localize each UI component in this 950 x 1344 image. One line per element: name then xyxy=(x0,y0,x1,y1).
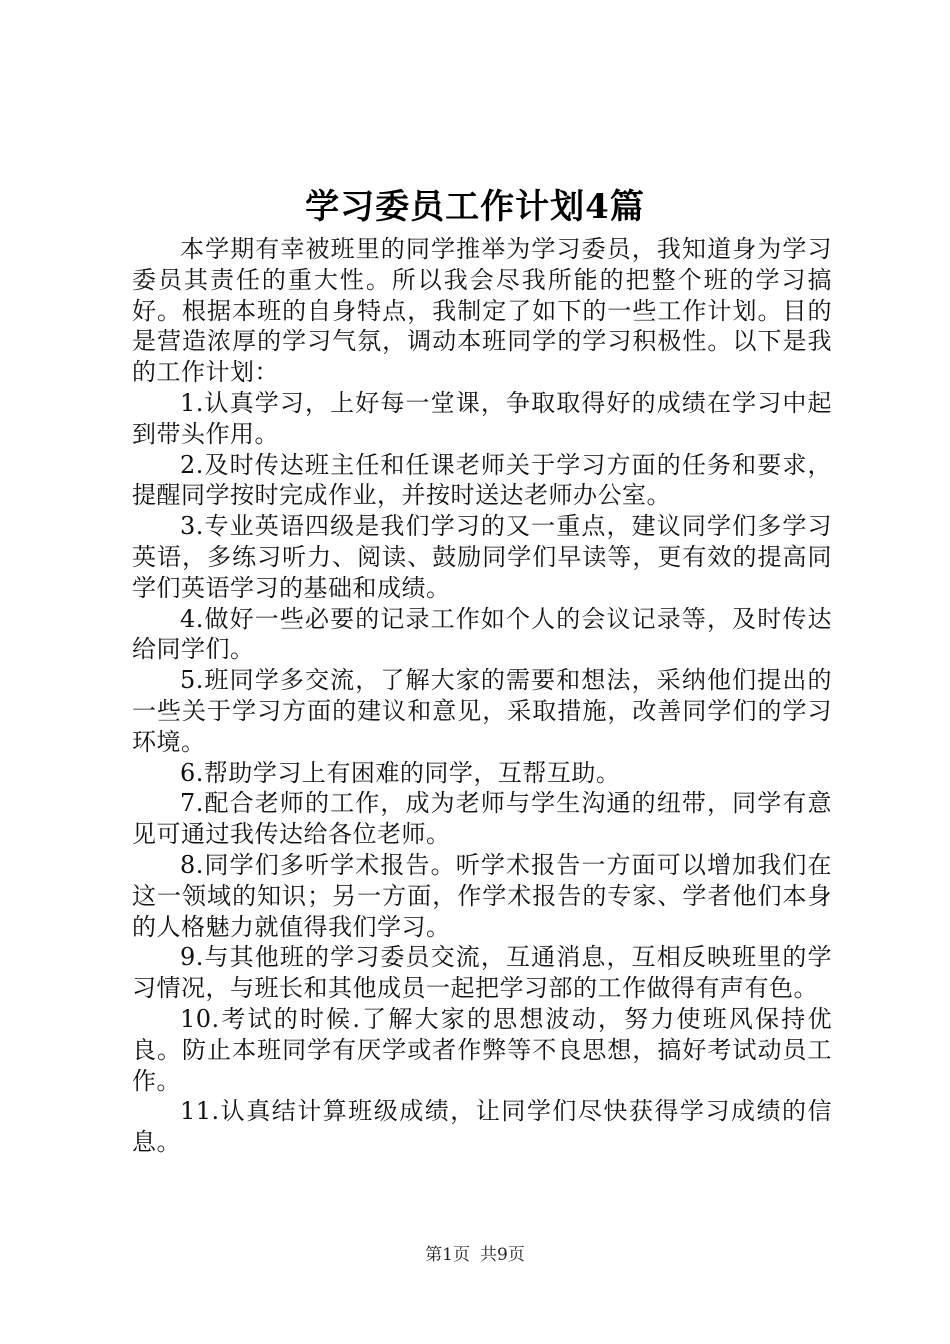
document-title: 学习委员工作计划4篇 xyxy=(305,187,645,227)
plan-item-11: 11.认真结计算班级成绩，让同学们尽快获得学习成绩的信息。 xyxy=(132,1097,832,1157)
plan-item-4: 4.做好一些必要的记录工作如个人的会议记录等，及时传达给同学们。 xyxy=(132,604,832,664)
plan-item-3: 3.专业英语四级是我们学习的又一重点，建议同学们多学习英语，多练习听力、阅读、鼓励同学们早读等，更有效的提高同学们英语学习的基础和成绩。 xyxy=(132,512,832,602)
document-body xyxy=(132,234,832,1158)
plan-item-6: 6.帮助学习上有困难的同学，互帮互助。 xyxy=(180,758,621,787)
intro-paragraph: 本学期有幸被班里的同学推举为学习委员，我知道身为学习委员其责任的重大性。所以我会尽我所能的把整个班的学习搞好。根据本班的自身特点，我制定了如下的一些工作计划。目的是营造浓厚的学习气氛，调动本班同学的学习积极性。以下是我的工作计划： xyxy=(132,235,832,387)
plan-item-10: 10.考试的时候.了解大家的思想波动，努力使班风保持优良。防止本班同学有厌学或者作弊等不良思想，搞好考试动员工作。 xyxy=(132,1004,832,1095)
plan-item-1: 1.认真学习，上好每一堂课，争取取得好的成绩在学习中起到带头作用。 xyxy=(132,388,832,448)
plan-item-7: 7.配合老师的工作，成为老师与学生沟通的纽带，同学有意见可通过我传达给各位老师。 xyxy=(132,789,832,849)
plan-item-5: 5.班同学多交流，了解大家的需要和想法，采纳他们提出的一些关于学习方面的建议和意见，采取措施，改善同学们的学习环境。 xyxy=(132,666,832,756)
page-number-total: 共9页 xyxy=(480,1245,525,1265)
page-footer xyxy=(0,1243,950,1267)
plan-item-2: 2.及时传达班主任和任课老师关于学习方面的任务和要求，提醒同学按时完成作业，并按时送达老师办公室。 xyxy=(132,450,832,510)
plan-item-8: 8.同学们多听学术报告。听学术报告一方面可以增加我们在这一领域的知识；另一方面，作学术报告的专家、学者他们本身的人格魅力就值得我们学习。 xyxy=(132,850,832,941)
page-number-current: 第1页 xyxy=(425,1245,470,1265)
plan-item-9: 9.与其他班的学习委员交流，互通消息，互相反映班里的学习情况，与班长和其他成员一起把学习部的工作做得有声有色。 xyxy=(132,943,832,1003)
